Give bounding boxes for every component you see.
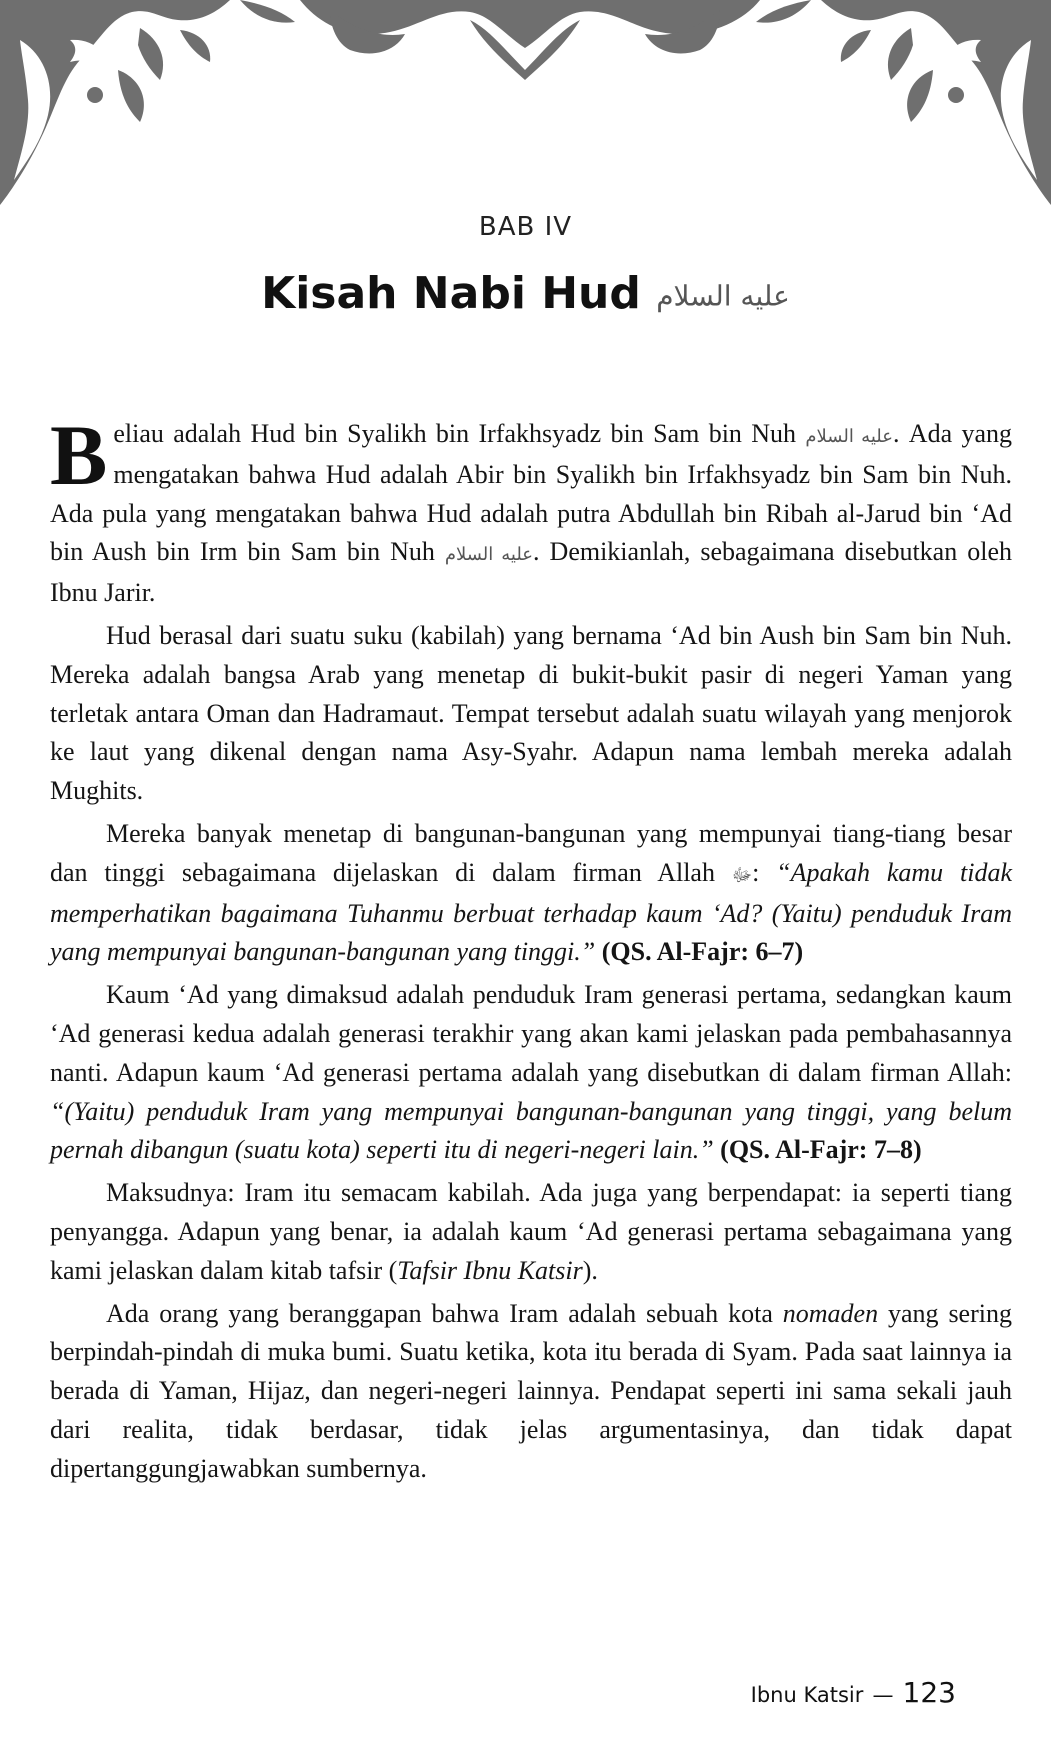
verse-reference: (QS. Al-Fajr: 6–7) xyxy=(601,937,804,967)
honorific-glyph: عليه السلام xyxy=(444,544,534,565)
paragraph xyxy=(50,1174,1012,1290)
text-run: Ada orang yang beranggapan bahwa Iram adalah sebuah kota xyxy=(106,1298,783,1328)
quote-italic: “Apakah kamu tidak memperhatikan bagaimana Tuhanmu berbuat terhadap kaum ‘Ad? (Yaitu) penduduk Iram yang mempunyai bangunan-bangunan yang tinggi.” xyxy=(50,857,1012,967)
paragraph xyxy=(50,617,1012,811)
page-footer xyxy=(751,1676,956,1709)
paragraph xyxy=(50,1295,1012,1489)
body-text xyxy=(50,407,1013,1489)
chapter-title-text: Kisah Nabi Hud xyxy=(261,268,641,319)
paragraph xyxy=(50,976,1012,1170)
text-run: Maksudnya: Iram itu semacam kabilah. Ada juga yang berpendapat: ia seperti tiang penyangga. Adapun yang benar, ia adalah kaum ‘Ad generasi pertama sebagaimana yang kami jelaskan dalam kitab tafsir ( xyxy=(50,1178,1012,1285)
text-run: . Ada yang mengatakan bahwa Hud adalah Abir bin Syalikh bin Irfakhsyadz bin Sam bin Nuh. Ada pula yang mengatakan bahwa Hud adalah putra Abdullah bin Ribah al-Jarud bin ‘Ad bin Aush bin Irm bin Sam bin Nuh xyxy=(50,419,1013,567)
paragraph xyxy=(50,407,1013,613)
header-ornament xyxy=(0,0,1051,215)
paragraph xyxy=(50,815,1012,972)
quote-italic: “(Yaitu) penduduk Iram yang mempunyai bangunan-bangunan yang tinggi, yang belum pernah dibangun (suatu kota) seperti itu di negeri-negeri lain.” xyxy=(50,1096,1012,1165)
text-run: Hud berasal dari suatu suku (kabilah) yang bernama ‘Ad bin Aush bin Sam bin Nuh. Mereka adalah bangsa Arab yang menetap di bukit-bukit pasir di negeri Yaman yang terletak antara Oman dan Hadramaut. Tempat tersebut adalah suatu wilayah yang menjorok ke laut yang dikenal dengan nama Asy-Syahr. Adapun nama lembah mereka adalah Mughits. xyxy=(50,620,1012,806)
text-run: : xyxy=(752,857,777,887)
verse-reference: (QS. Al-Fajr: 7–8) xyxy=(720,1135,922,1165)
chapter-title xyxy=(0,268,1051,319)
text-run: ). xyxy=(582,1255,598,1285)
text-run: yang sering berpindah-pindah di muka bumi. Suatu ketika, kota itu berada di Syam. Pada saat lainnya ia berada di Yaman, Hijaz, dan negeri-negeri lainnya. Pendapat seperti ini sama sekali jauh dari realita, tidak berdasar, tidak jelas argumentasinya, dan tidak dapat dipertanggungjawabkan sumbernya. xyxy=(50,1298,1012,1483)
footer-book-title: Ibnu Katsir xyxy=(750,1683,864,1707)
text-run: . Demikianlah, sebagaimana disebutkan oleh Ibnu Jarir. xyxy=(50,537,1012,608)
text-run: Mereka banyak menetap di bangunan-bangunan yang mempunyai tiang-tiang besar dan tinggi sebagaimana dijelaskan di dalam firman Allah xyxy=(50,818,1012,887)
drop-cap: B xyxy=(50,407,108,503)
footer-separator: — xyxy=(872,1683,894,1707)
quote-italic: nomaden xyxy=(782,1298,879,1328)
page-number: 123 xyxy=(902,1676,956,1709)
quote-italic: Tafsir Ibnu Katsir xyxy=(397,1255,583,1285)
honorific-glyph: ﷻ xyxy=(731,864,753,885)
text-run: Kaum ‘Ad yang dimaksud adalah penduduk Iram generasi pertama, sedangkan kaum ‘Ad generasi kedua adalah generasi terakhir yang akan kami jelaskan pada pembahasannya nanti. Adapun kaum ‘Ad generasi pertama adalah yang disebutkan di dalam firman Allah: xyxy=(50,980,1012,1087)
honorific-glyph: عليه السلام xyxy=(805,426,893,446)
text-run: eliau adalah Hud bin Syalikh bin Irfakhsyadz bin Sam bin Nuh xyxy=(113,419,806,448)
honorific-glyph: عليه السلام xyxy=(656,279,790,313)
chapter-label: BAB IV xyxy=(478,212,573,242)
